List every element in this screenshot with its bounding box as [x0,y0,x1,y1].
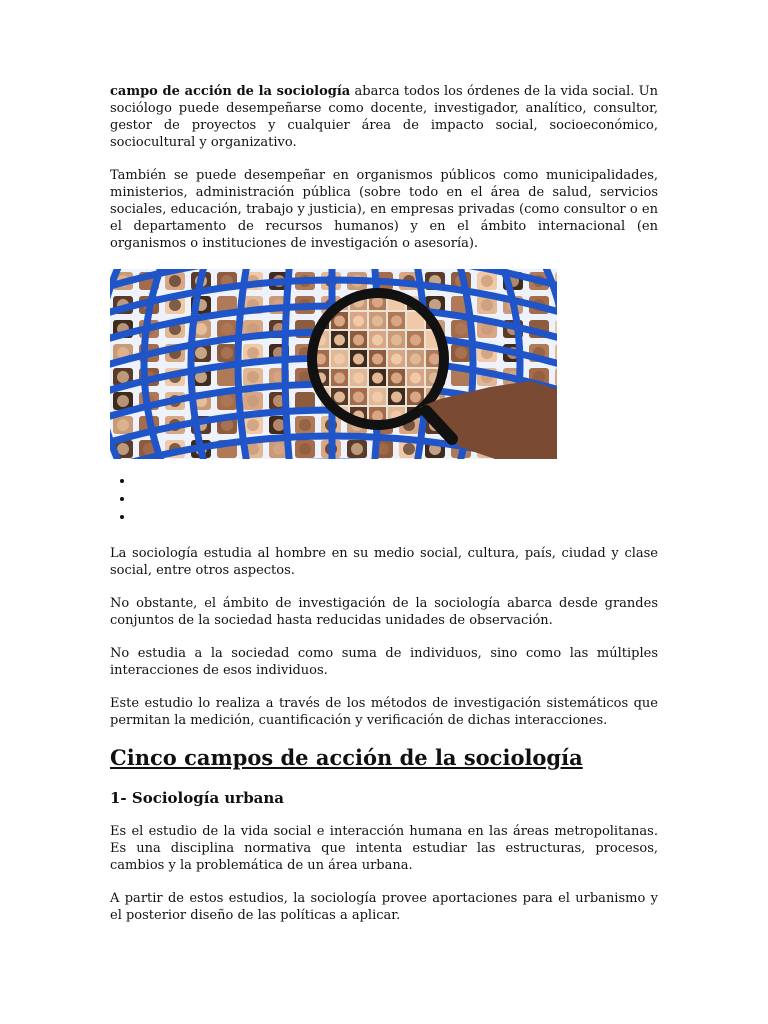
document-page [110,83,658,924]
paragraph-urban-contributions: A partir de estos estudios, la sociología provee aportaciones para el urbanismo y el posterior diseño de las políticas a aplicar. [110,891,658,923]
list-item [134,491,658,509]
intro-lead-rest: abarca todos los órdenes de la vida social. Un sociólogo puede desempeñarse como docente, investigador, analítico, consultor, gestor de proyectos y cualquier área de impacto social, socioeconómico, sociocultural y organizativo. [110,84,658,150]
paragraph-scope: No obstante, el ámbito de investigación de la sociología abarca desde grandes conjuntos de la sociedad hasta reducidas unidades de observación. [110,596,658,628]
list-item [134,509,658,527]
paragraph-studies: La sociología estudia al hombre en su medio social, cultura, país, ciudad y clase social, entre otros aspectos. [110,546,658,578]
list-item [134,473,658,491]
empty-bullet-list [110,473,658,527]
paragraph-interactions: No estudia a la sociedad como suma de individuos, sino como las múltiples interacciones de esos individuos. [110,646,658,678]
magnifying-glass-faces-image [110,269,557,459]
intro-lead-bold: campo de acción de la sociología [110,84,351,99]
section-heading: Cinco campos de acción de la sociología [110,745,583,770]
paragraph-urban-definition: Es el estudio de la vida social e interacción humana en las áreas metropolitanas. Es una disciplina normativa que intenta estudiar las estructuras, procesos, cambios y la problemática de un área urbana. [110,824,658,873]
paragraph-methods: Este estudio lo realiza a través de los métodos de investigación sistemáticos que permitan la medición, cuantificación y verificación de dichas interacciones. [110,696,658,728]
intro-paragraph [110,83,658,151]
paragraph-organisms: También se puede desempeñar en organismos públicos como municipalidades, ministerios, administración pública (sobre todo en el área de salud, servicios sociales, educación, trabajo y justicia), en empresas privadas (como consultor o en el departamento de recursos humanos) y en el ámbito internacional (en organismos o instituciones de investigación o asesoría). [110,168,658,251]
subsection-heading: 1- Sociología urbana [110,789,285,807]
